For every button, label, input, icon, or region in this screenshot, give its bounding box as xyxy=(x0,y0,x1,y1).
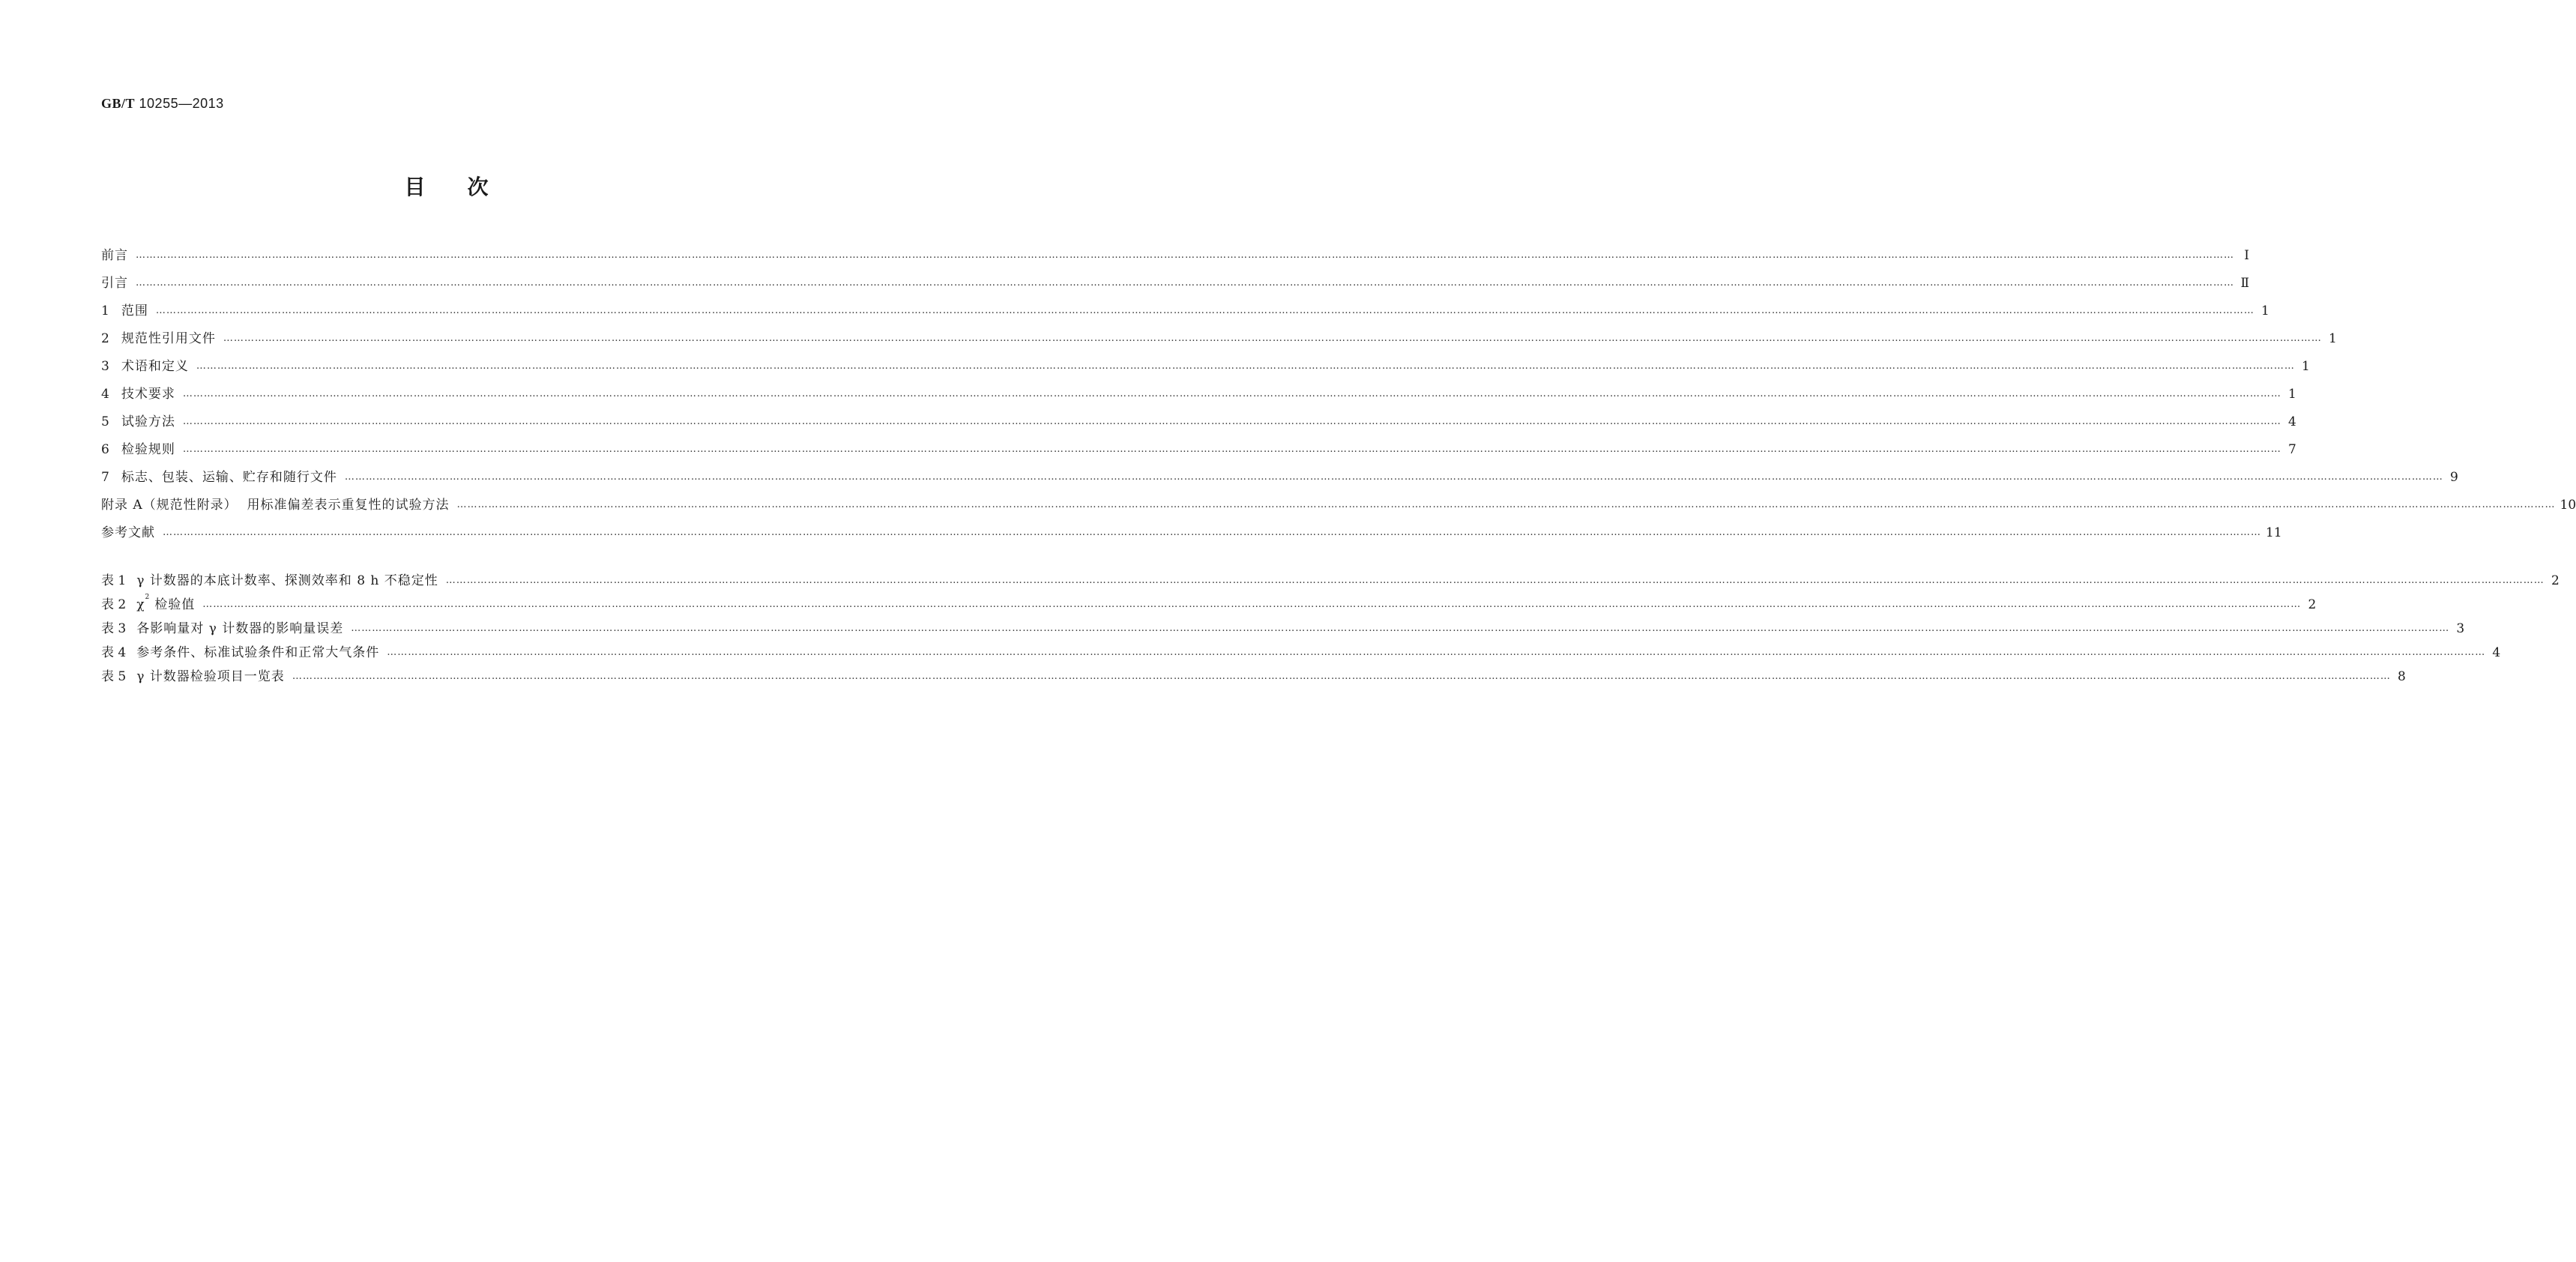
standard-code xyxy=(101,96,224,112)
toc-entry-number: 2 xyxy=(101,331,109,346)
table-number: 表 1 xyxy=(101,573,127,588)
standard-number: 10255—2013 xyxy=(139,96,224,111)
toc-entry-number: 7 xyxy=(101,470,109,485)
dot-leader: …………………………………………………………………………………………………………………………………………………………………………………………………………………………………………………………………………………………………………………………………………………………………………………………………………………………………………………………………………………………………………………………………………………… xyxy=(456,499,2556,510)
toc-entry-number: 3 xyxy=(101,359,109,374)
dot-leader: …………………………………………………………………………………………………………………………………………………………………………………………………………………………………………………………………………………………………………………………………………………………………………………………………………………………………………………………………………………………………………………………………………………… xyxy=(163,527,2261,538)
dot-leader: …………………………………………………………………………………………………………………………………………………………………………………………………………………………………………………………………………………………………………………………………………………………………………………………………………………………………………………………………………………………………………………………………………………… xyxy=(196,360,2295,372)
table-caption: γ 计数器的本底计数率、探测效率和 8 h 不稳定性 xyxy=(136,573,438,588)
table-caption: 各影响量对 γ 计数器的影响量误差 xyxy=(136,621,344,636)
toc-entry-page: 2 xyxy=(2551,573,2560,588)
toc-entry-label-wrap xyxy=(101,355,189,374)
superscript: 2 xyxy=(145,594,151,602)
dot-leader: …………………………………………………………………………………………………………………………………………………………………………………………………………………………………………………………………………………………………………………………………………………………………………………………………………………………………………………………………………………………………………………………………………………… xyxy=(387,647,2486,658)
toc-entry-label: 技术要求 xyxy=(121,387,175,402)
toc-entry-page: 1 xyxy=(2329,331,2337,346)
toc-entry-number: 6 xyxy=(101,442,109,457)
toc-entry-label: 规范性引用文件 xyxy=(121,331,216,346)
toc-entry-page: 1 xyxy=(2261,304,2269,318)
toc-main-list xyxy=(101,244,2576,549)
toc-entry-label-wrap xyxy=(101,327,216,346)
dot-leader: …………………………………………………………………………………………………………………………………………………………………………………………………………………………………………………………………………………………………………………………………………………………………………………………………………………………………………………………………………………………………………………………………………………… xyxy=(182,416,2281,427)
toc-entry-label: 前言 xyxy=(101,248,128,263)
toc-entry-label-wrap xyxy=(101,618,343,636)
toc-entry-marking-packaging[interactable] xyxy=(101,466,2458,494)
toc-entry-label: 标志、包装、运输、贮存和随行文件 xyxy=(121,470,337,485)
toc-entry-normative-references[interactable] xyxy=(101,327,2337,355)
toc-entry-label-wrap xyxy=(101,641,379,660)
table-caption: γ 计数器检验项目一览表 xyxy=(136,669,285,684)
toc-entry-label: 范围 xyxy=(121,304,148,318)
dot-leader: …………………………………………………………………………………………………………………………………………………………………………………………………………………………………………………………………………………………………………………………………………………………………………………………………………………………………………………………………………………………………………………………………………………… xyxy=(182,388,2281,399)
toc-entry-label: 试验方法 xyxy=(121,414,175,429)
toc-entry-page: 11 xyxy=(2266,525,2282,540)
toc-entry-technical-requirements[interactable] xyxy=(101,383,2296,411)
toc-entry-label-wrap xyxy=(101,594,195,612)
toc-entry-label: 引言 xyxy=(101,276,128,291)
dot-leader: …………………………………………………………………………………………………………………………………………………………………………………………………………………………………………………………………………………………………………………………………………………………………………………………………………………………………………………………………………………………………………………………………………………… xyxy=(136,250,2234,261)
toc-entry-page: 9 xyxy=(2450,470,2458,485)
toc-entry-foreword[interactable] xyxy=(101,244,2249,272)
toc-entry-number: 4 xyxy=(101,387,109,402)
toc-entry-page: 10 xyxy=(2560,498,2576,513)
toc-entry-inspection-rules[interactable] xyxy=(101,438,2296,466)
toc-entry-label-wrap xyxy=(101,383,175,402)
toc-entry-page: 1 xyxy=(2302,359,2310,374)
dot-leader: …………………………………………………………………………………………………………………………………………………………………………………………………………………………………………………………………………………………………………………………………………………………………………………………………………………………………………………………………………………………………………………………………………………… xyxy=(182,444,2281,455)
dot-leader: …………………………………………………………………………………………………………………………………………………………………………………………………………………………………………………………………………………………………………………………………………………………………………………………………………………………………………………………………………………………………………………………………………………… xyxy=(155,305,2254,316)
toc-tables-list xyxy=(101,570,2560,689)
table-number: 表 4 xyxy=(101,645,127,660)
toc-entry-number: 5 xyxy=(101,414,109,429)
dot-leader: …………………………………………………………………………………………………………………………………………………………………………………………………………………………………………………………………………………………………………………………………………………………………………………………………………………………………………………………………………………………………………………………………………………… xyxy=(292,671,2391,682)
table-caption: 检验值 xyxy=(154,597,196,612)
page-title: 目次 xyxy=(404,175,531,199)
toc-entry-page: 4 xyxy=(2492,645,2501,660)
dot-leader: …………………………………………………………………………………………………………………………………………………………………………………………………………………………………………………………………………………………………………………………………………………………………………………………………………………………………………………………………………………………………………………………………………………… xyxy=(223,333,2322,344)
toc-entry-test-methods[interactable] xyxy=(101,411,2296,438)
table-number: 表 3 xyxy=(101,621,127,636)
dot-leader: …………………………………………………………………………………………………………………………………………………………………………………………………………………………………………………………………………………………………………………………………………………………………………………………………………………………………………………………………………………………………………………………………………………… xyxy=(202,599,2302,610)
toc-entry-introduction[interactable] xyxy=(101,272,2249,300)
toc-entry-page: Ⅰ xyxy=(2244,248,2249,263)
dot-leader: …………………………………………………………………………………………………………………………………………………………………………………………………………………………………………………………………………………………………………………………………………………………………………………………………………………………………………………………………………………………………………………………………………………… xyxy=(351,623,2450,634)
toc-entry-label: 术语和定义 xyxy=(121,359,189,374)
toc-entry-label: 附录 A（规范性附录） 用标准偏差表示重复性的试验方法 xyxy=(101,498,450,513)
toc-entry-label-wrap xyxy=(101,300,148,318)
toc-entry-table-3[interactable] xyxy=(101,618,2465,641)
toc-entry-label-wrap xyxy=(101,411,175,429)
toc-entry-label: 检验规则 xyxy=(121,442,175,457)
toc-entry-table-5[interactable] xyxy=(101,665,2406,689)
toc-entry-label-wrap xyxy=(101,438,175,457)
table-number: 表 2 xyxy=(101,597,127,612)
toc-entry-page: Ⅱ xyxy=(2240,276,2249,291)
toc-entry-number: 1 xyxy=(101,304,109,318)
toc-entry-table-1[interactable] xyxy=(101,570,2560,594)
toc-entry-bibliography[interactable] xyxy=(101,522,2282,549)
toc-entry-table-4[interactable] xyxy=(101,641,2501,665)
toc-entry-annex-a[interactable] xyxy=(101,494,2576,522)
toc-entry-table-2[interactable] xyxy=(101,594,2317,618)
standard-prefix: GB/T xyxy=(101,96,136,111)
toc-entry-page: 4 xyxy=(2288,414,2296,429)
dot-leader: …………………………………………………………………………………………………………………………………………………………………………………………………………………………………………………………………………………………………………………………………………………………………………………………………………………………………………………………………………………………………………………………………………………… xyxy=(344,471,2443,483)
dot-leader: …………………………………………………………………………………………………………………………………………………………………………………………………………………………………………………………………………………………………………………………………………………………………………………………………………………………………………………………………………………………………………………………………………………… xyxy=(445,575,2545,586)
toc-entry-label-wrap xyxy=(101,466,337,485)
toc-entry-terms[interactable] xyxy=(101,355,2310,383)
table-caption-symbol: χ xyxy=(136,597,145,612)
toc-entry-page: 7 xyxy=(2288,442,2296,457)
toc-entry-page: 1 xyxy=(2288,387,2296,402)
toc-entry-label: 参考文献 xyxy=(101,525,155,540)
table-number: 表 5 xyxy=(101,669,127,684)
toc-entry-page: 8 xyxy=(2397,669,2406,684)
toc-entry-label-wrap xyxy=(101,570,438,588)
toc-entry-scope[interactable] xyxy=(101,300,2269,327)
toc-entry-page: 2 xyxy=(2308,597,2317,612)
table-caption: 参考条件、标准试验条件和正常大气条件 xyxy=(136,645,380,660)
toc-entry-page: 3 xyxy=(2456,621,2465,636)
toc-entry-label-wrap xyxy=(101,665,285,684)
dot-leader: …………………………………………………………………………………………………………………………………………………………………………………………………………………………………………………………………………………………………………………………………………………………………………………………………………………………………………………………………………………………………………………………………………………… xyxy=(136,277,2234,289)
